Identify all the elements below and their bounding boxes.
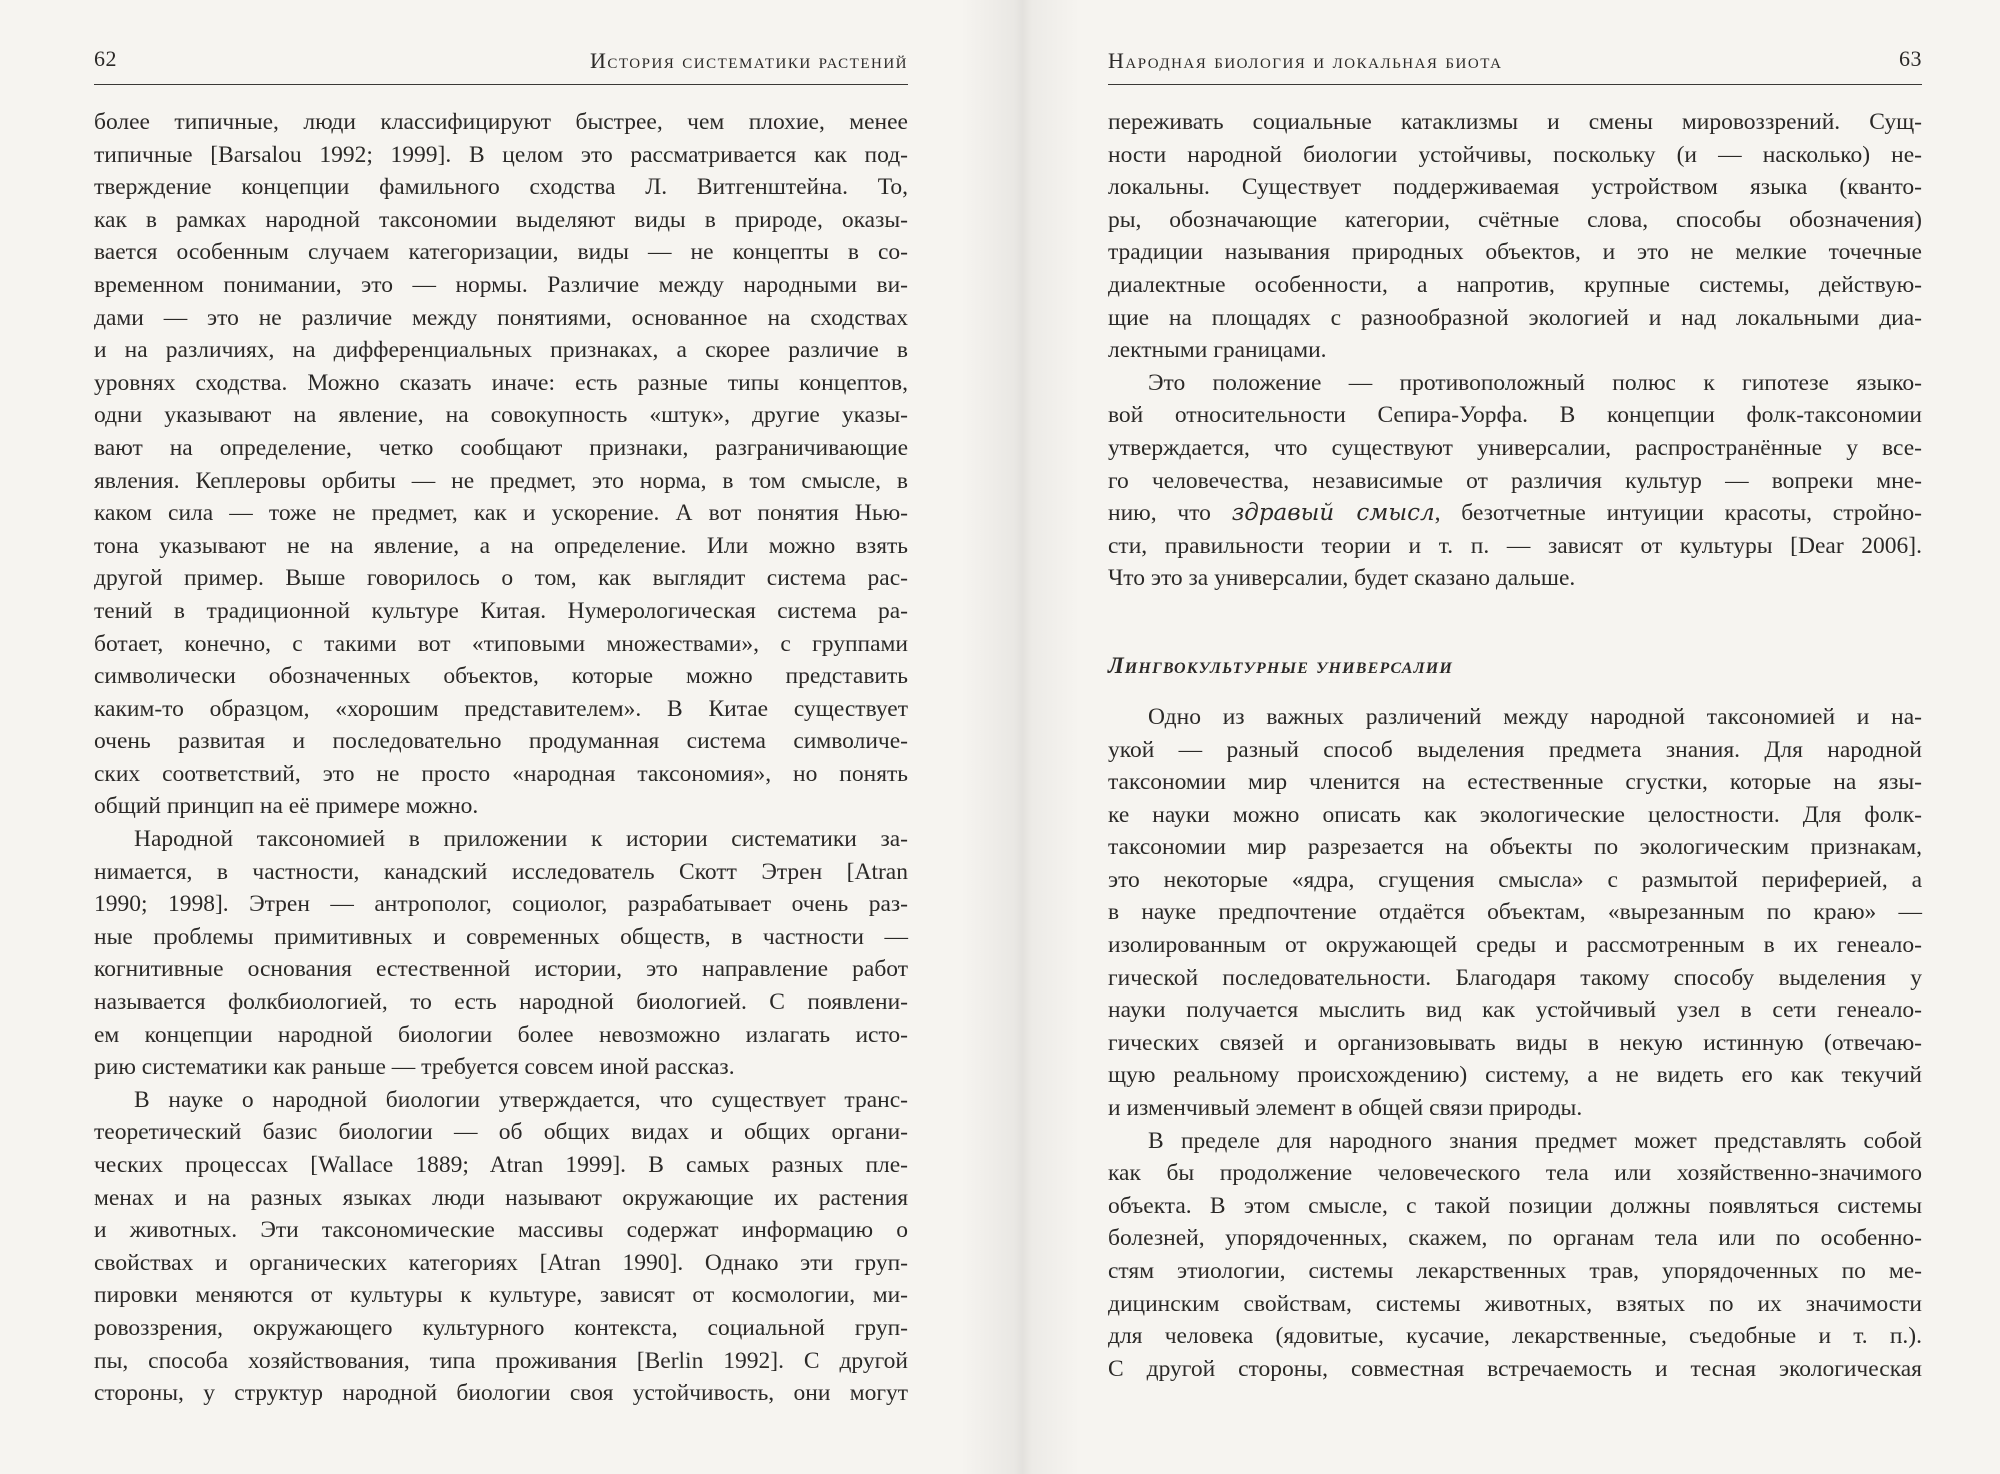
text-line: очень развитая и последовательно продуманная система символиче-: [94, 728, 908, 755]
text-line: вой относительности Сепира-Уорфа. В концепции фолк-таксономии: [1108, 402, 1922, 429]
text-line: свойствах и органических категориях [Atran 1990]. Однако эти груп-: [94, 1249, 908, 1276]
text-line: более типичные, люди классифицируют быстрее, чем плохие, менее: [94, 109, 908, 135]
book-gutter-shadow: [960, 0, 1080, 1474]
left-page: [94, 0, 908, 1474]
text-line: и животных. Эти таксономические массивы содержат информацию о: [94, 1217, 908, 1244]
text-line: уровнях сходства. Можно сказать иначе: есть разные типы концептов,: [94, 369, 908, 396]
text-line: нимается, в частности, канадский исследователь Скотт Этрен [Atran: [94, 858, 908, 885]
text-line: и на различиях, на дифференциальных признаках, а скорее различие в: [94, 337, 908, 364]
text-line: одни указывают на явление, на совокупность «штук», другие указы-: [94, 402, 908, 429]
text-line: Народной таксономией в приложении к истории систематики за-: [134, 826, 908, 853]
text-line: ем концепции народной биологии более невозможно излагать исто-: [94, 1021, 908, 1048]
right-page-body: [1108, 106, 1922, 1385]
text-line: это некоторые «ядра, сгущения смысла» с размытой периферией, а: [1108, 866, 1922, 893]
text-line: лектными границами.: [1108, 337, 1327, 364]
text-line: символически обозначенных объектов, которые можно представить: [94, 663, 908, 690]
text-line: общий принцип на её примере можно.: [94, 793, 479, 820]
text-line: другой пример. Выше говорилось о том, как выглядит система рас-: [94, 565, 908, 592]
page-number: 62: [94, 46, 117, 71]
text-line: щие на площадях с разнообразной экологией и над локальными диа-: [1108, 304, 1922, 331]
text-block-bottom: [1108, 701, 1922, 1385]
text-line: как в рамках народной таксономии выделяют виды в природе, оказы-: [94, 206, 908, 233]
text-line: утверждается, что существуют универсалии, распространённые у все-: [1108, 434, 1922, 461]
text-line: Одно из важных различений между народной таксономией и на-: [1148, 703, 1922, 730]
text-line: [1108, 497, 1922, 530]
text-line: таксономии мир членится на естественные сгустки, которые на язы-: [1108, 769, 1922, 796]
text-line: науки получается мыслить вид как устойчивый узел в сети генеало-: [1108, 997, 1922, 1024]
right-page: [1108, 0, 1922, 1474]
text-line: ческих процессах [Wallace 1889; Atran 1999]. В самых разных пле-: [94, 1152, 908, 1178]
text-line: гической последовательности. Благодаря такому способу выделения у: [1108, 964, 1922, 991]
text-line: щую реальному происхождению) систему, а не видеть его как текучий: [1108, 1062, 1922, 1089]
text-line: го человечества, независимые от различия культур — вопреки мне-: [1108, 467, 1922, 494]
text-line: тений в традиционной культуре Китая. Нумерологическая система ра-: [94, 597, 908, 624]
text-line: и изменчивый элемент в общей связи природы.: [1108, 1095, 1583, 1122]
text-line: менах и на разных языках люди называют окружающие их растения: [94, 1184, 908, 1211]
text-line: сти, правильности теории и т. п. — зависят от культуры [Dear 2006].: [1108, 532, 1922, 559]
text-line: диалектные особенности, а напротив, крупные системы, действую-: [1108, 271, 1922, 298]
text-line: пировки меняются от культуры к культуре, зависят от космологии, ми-: [94, 1282, 908, 1309]
text-line: ры, обозначающие категории, счётные слова, способы обозначения): [1108, 206, 1922, 233]
text-line: рию систематики как раньше — требуется совсем иной рассказ.: [94, 1054, 735, 1081]
text-line: ности народной биологии устойчивы, поскольку (и — насколько) не-: [1108, 141, 1922, 168]
section-heading-initial: Л: [1108, 652, 1125, 678]
text-line: традиции называния природных объектов, и это не мелкие точечные: [1108, 239, 1922, 266]
text-line: дицинским свойствам, системы животных, взятых по их значимости: [1108, 1290, 1922, 1317]
right-page-header: [1108, 46, 1922, 85]
left-page-body: [94, 106, 908, 1410]
section-heading: [1108, 649, 1922, 683]
text-line: вается особенным случаем категоризации, виды — не концепты в со-: [94, 239, 908, 266]
text-line: укой — разный способ выделения предмета знания. Для народной: [1108, 736, 1922, 763]
text-line: типичные [Barsalou 1992; 1999]. В целом это рассматривается как под-: [94, 141, 908, 168]
text-line: ные проблемы примитивных и современных обществ, в частности —: [94, 923, 908, 950]
text-line: называется фолкбиологией, то есть народной биологией. С появлени-: [94, 989, 908, 1016]
text-line: стям этиологии, системы лекарственных трав, упорядоченных по ме-: [1108, 1258, 1922, 1284]
text-line: тона указывают не на явление, а на определение. Или можно взять: [94, 532, 908, 559]
text-line: дами — это не различие между понятиями, основанное на сходствах: [94, 304, 908, 331]
text-line: как бы продолжение человеческого тела или хозяйственно-значимого: [1108, 1160, 1922, 1187]
text-line: гических связей и организовывать виды в некую истинную (отвечаю-: [1108, 1029, 1922, 1056]
text-line: Это положение — противоположный полюс к гипотезе языко-: [1148, 369, 1922, 396]
text-line: теоретический базис биологии — об общих видах и общих органи-: [94, 1119, 908, 1146]
text-line: ке науки можно описать как экологические целостности. Для фолк-: [1108, 801, 1922, 828]
text-line: каким-то образцом, «хорошим представителем». В Китае существует: [94, 695, 908, 722]
text-line: болезней, упорядоченных, скажем, по органам тела или по особенно-: [1108, 1225, 1922, 1252]
text-line: каком сила — тоже не предмет, как и ускорение. А вот понятия Нью-: [94, 500, 908, 527]
text-line: таксономии мир разрезается на объекты по экологическим признакам,: [1108, 834, 1922, 861]
text-line: 1990; 1998]. Этрен — антрополог, социолог, разрабатывает очень раз-: [94, 891, 908, 918]
text-line: ровоззрения, окружающего культурного контекста, социальной груп-: [94, 1314, 908, 1341]
text-line: в науке предпочтение отдаётся объектам, «вырезанным по краю» —: [1108, 899, 1922, 926]
text-line: С другой стороны, совместная встречаемость и тесная экологическая: [1108, 1355, 1922, 1382]
text-line: локальны. Существует поддерживаемая устройством языка (кванто-: [1108, 174, 1922, 201]
running-title: Народная биология и локальная биота: [1108, 48, 1503, 73]
text-block-top: [1108, 106, 1922, 595]
text-line: ботает, конечно, с такими вот «типовыми множествами», с группами: [94, 630, 908, 657]
text-line: Что это за универсалии, будет сказано дальше.: [1108, 565, 1576, 592]
text-line: В пределе для народного знания предмет может представлять собой: [1148, 1127, 1922, 1154]
text-line: для человека (ядовитые, кусачие, лекарственные, съедобные и т. п.).: [1108, 1323, 1922, 1350]
text-span: , безотчетные интуиции красоты, стройно-: [1434, 500, 1922, 527]
emphasis-text: здравый смысл: [1231, 500, 1435, 527]
text-line: стороны, у структур народной биологии своя устойчивость, они могут: [94, 1380, 908, 1407]
text-line: временном понимании, это — нормы. Различие между народными ви-: [94, 271, 908, 298]
running-title: История систематики растений: [589, 48, 908, 73]
text-line: переживать социальные катаклизмы и смены мировоззрений. Сущ-: [1108, 109, 1922, 135]
page-number: 63: [1899, 46, 1922, 71]
text-line: тверждение концепции фамильного сходства Л. Витгенштейна. То,: [94, 174, 908, 201]
text-line: пы, способа хозяйствования, типа проживания [Berlin 1992]. С другой: [94, 1347, 908, 1374]
text-line: ских соответствий, это не просто «народная таксономия», но понять: [94, 760, 908, 787]
text-line: объекта. В этом смысле, с такой позиции должны появляться системы: [1108, 1192, 1922, 1219]
text-line: явления. Кеплеровы орбиты — не предмет, это норма, в том смысле, в: [94, 467, 908, 494]
text-span: нию, что: [1108, 500, 1232, 527]
text-line: когнитивные основания естественной истории, это направление работ: [94, 956, 908, 983]
section-heading-rest: ингвокультурные универсалии: [1124, 652, 1454, 678]
text-line: В науке о народной биологии утверждается, что существует транс-: [134, 1086, 908, 1113]
text-line: вают на определение, четко сообщают признаки, разграничивающие: [94, 434, 908, 461]
left-page-header: [94, 46, 908, 85]
text-line: изолированным от окружающей среды и рассмотренным в их генеало-: [1108, 932, 1922, 959]
